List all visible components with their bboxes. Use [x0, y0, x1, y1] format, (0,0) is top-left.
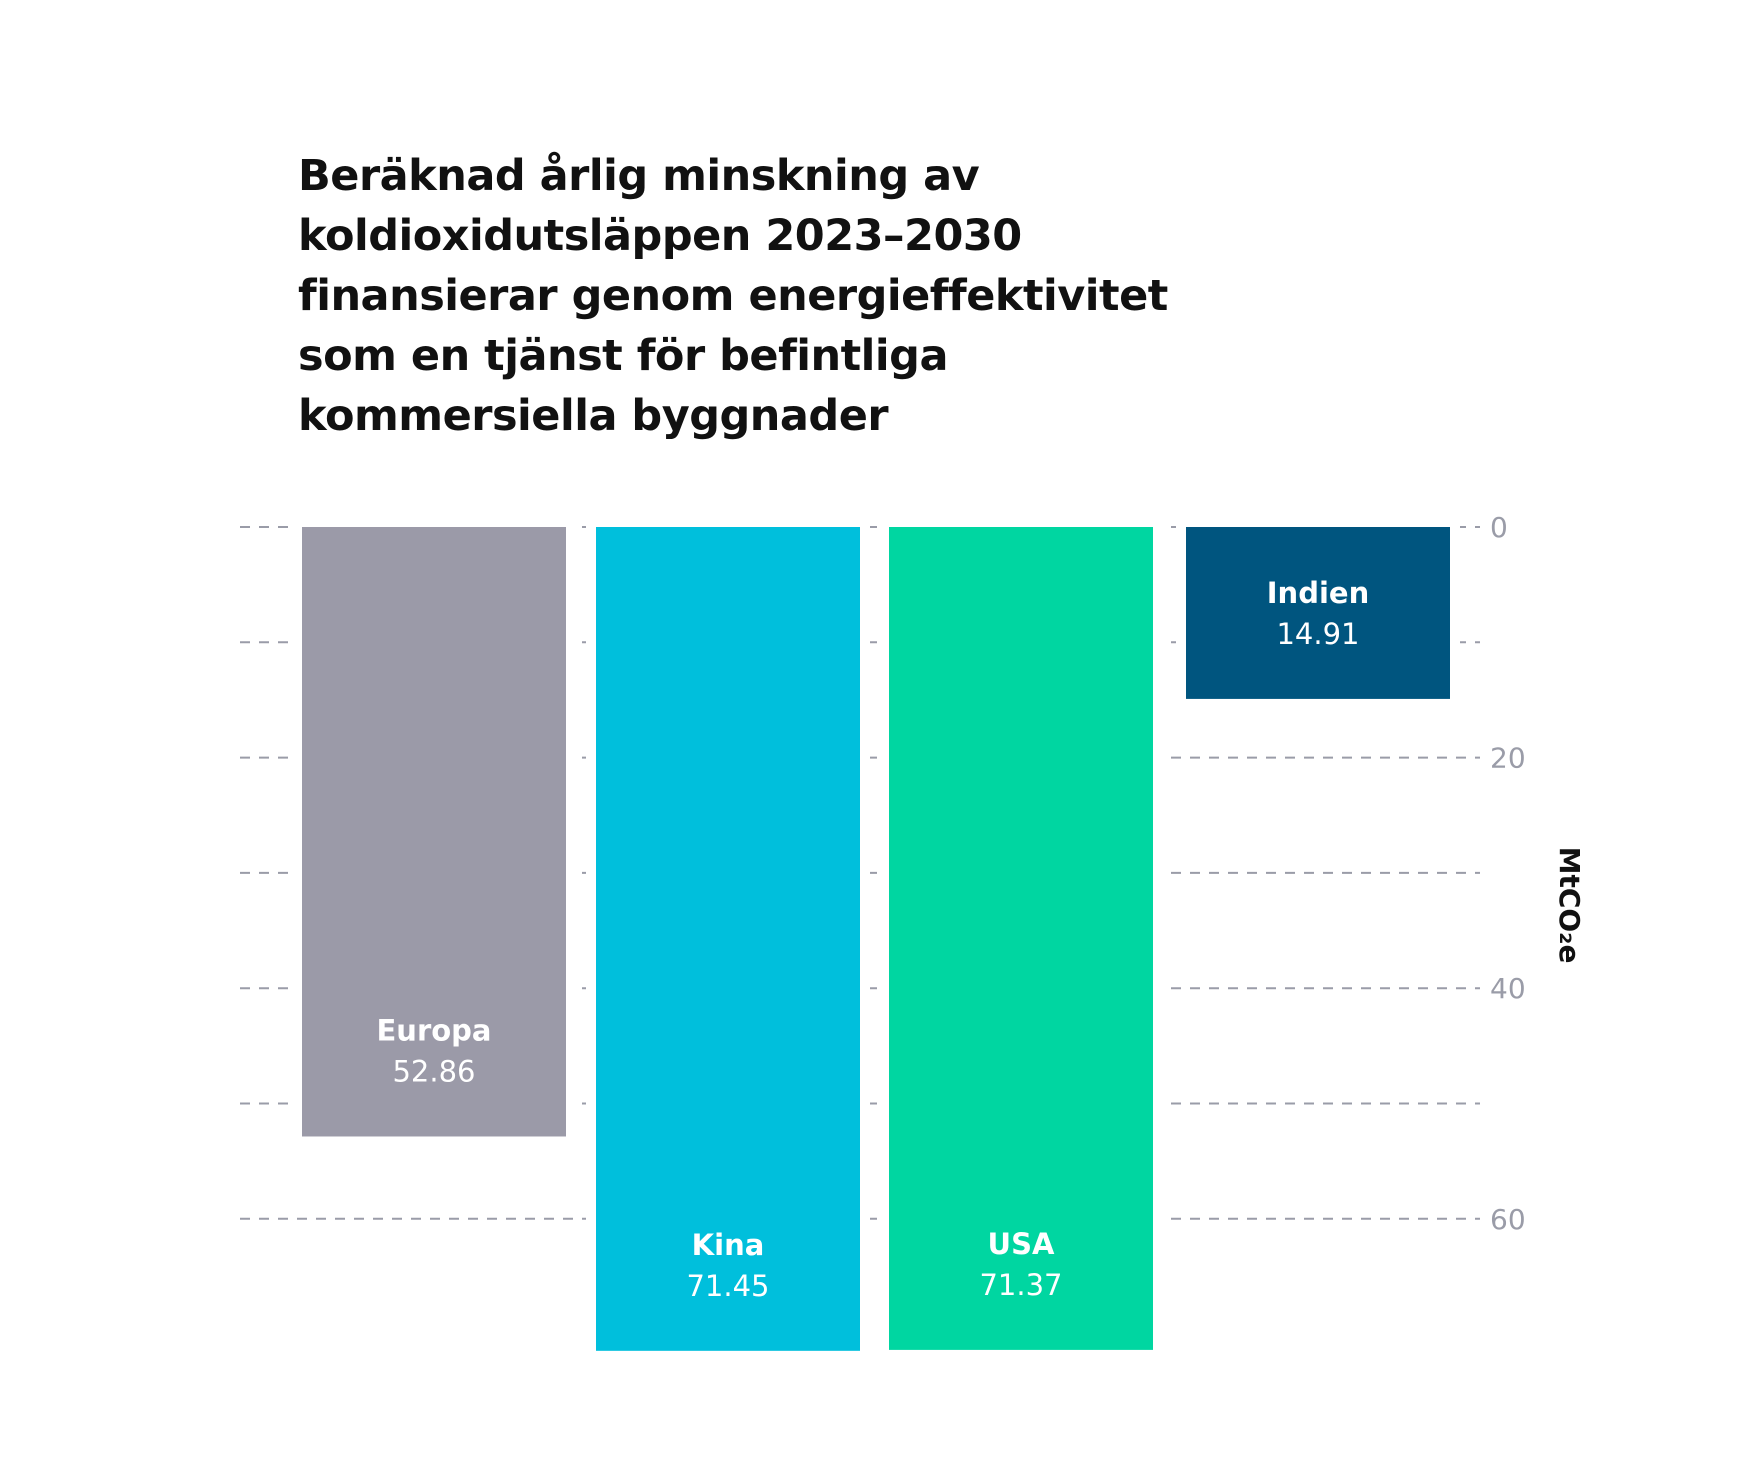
bar-value-usa: 71.37 [979, 1267, 1063, 1302]
chart-title: Beräknad årlig minskning av koldioxidutsläppen 2023–2030 finansierar genom energieffektivitet som en tjänst för befintliga kommersiella byggnader [298, 151, 1168, 441]
y-axis-ticks [1490, 511, 1526, 1236]
bar-label-europa: Europa [376, 1013, 492, 1048]
y-tick-label-40: 40 [1490, 972, 1526, 1006]
bar-value-kina: 71.45 [686, 1268, 770, 1303]
bar-value-indien: 14.91 [1276, 616, 1360, 651]
bar-label-indien: Indien [1266, 575, 1370, 610]
bar-value-europa: 52.86 [392, 1054, 476, 1089]
y-tick-label-60: 60 [1490, 1202, 1526, 1236]
y-tick-label-0: 0 [1490, 511, 1508, 544]
bar-label-usa: USA [987, 1226, 1055, 1261]
y-tick-label-20: 20 [1490, 741, 1526, 775]
bar-indien [1186, 527, 1450, 699]
bar-label-kina: Kina [691, 1227, 765, 1262]
y-axis-label: MtCO₂e [1553, 846, 1586, 964]
